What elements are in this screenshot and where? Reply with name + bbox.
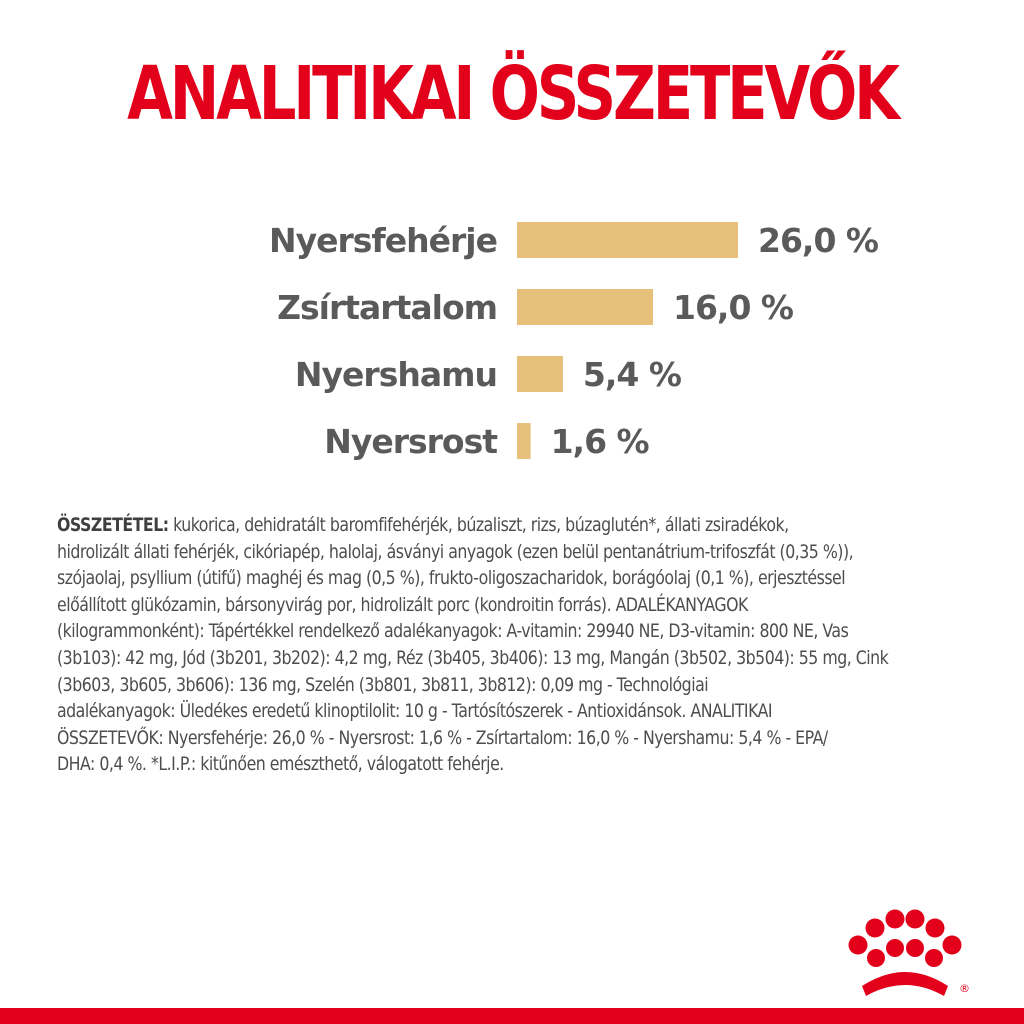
bottom-brand-bar <box>0 1008 1024 1024</box>
composition-line: előállított glükózamin, bársonyvirág por, hidrolizált porc (kondroitin forrás). ADALÉKANYAGOK <box>57 593 748 616</box>
composition-line: adalékanyagok: Üledékes eredetű klinoptilolit: 10 g - Tartósítószerek - Antioxidánsok. ANALITIKAI <box>57 700 773 723</box>
value-label: 26,0 % <box>758 221 878 260</box>
bar <box>517 423 531 459</box>
value-label: 1,6 % <box>550 422 649 461</box>
composition-line: ÖSSZETEVŐK: Nyersfehérje: 26,0 % - Nyersrost: 1,6 % - Zsírtartalom: 16,0 % - Nyershamu: 5,4 % - EPA/ <box>57 726 828 749</box>
bar <box>517 356 563 392</box>
bar <box>517 222 738 258</box>
category-label: Zsírtartalom <box>277 288 497 327</box>
value-label: 5,4 % <box>582 355 681 394</box>
composition-label: ÖSSZETÉTEL: <box>57 514 169 536</box>
crown-icon <box>838 906 968 1006</box>
value-label: 16,0 % <box>673 288 793 327</box>
category-label: Nyershamu <box>294 355 497 394</box>
category-label: Nyersrost <box>324 422 497 461</box>
composition-line: (3b603, 3b605, 3b606): 136 mg, Szelén (3b801, 3b811, 3b812): 0,09 mg - Technológiai <box>57 673 709 696</box>
composition-line: szójaolaj, psyllium (útifű) maghéj és mag (0,5 %), frukto-oligoszacharidok, borágóolaj (0,1 %), erjesztéssel <box>57 567 846 590</box>
composition-line: (3b103): 42 mg, Jód (3b201, 3b202): 4,2 mg, Réz (3b405, 3b406): 13 mg, Mangán (3b502, 3b504): 55 mg, Cink <box>57 646 889 669</box>
nutrient-bar-chart <box>0 200 1024 490</box>
registered-mark: ® <box>959 982 970 995</box>
bar <box>517 289 653 325</box>
category-label: Nyersfehérje <box>268 221 497 260</box>
composition-line: DHA: 0,4 %. *L.I.P.: kitűnően emészthető, válogatott fehérje. <box>57 753 504 776</box>
composition-line: kukorica, dehidratált baromfifehérjék, búzaliszt, rizs, búzaglutén*, állati zsiradékok, <box>168 514 789 536</box>
composition-line: hidrolizált állati fehérjék, cikóriapép, halolaj, ásványi anyagok (ezen belül pentanátrium-trifoszfát (0,35 %)), <box>57 540 854 563</box>
composition-text <box>57 512 929 778</box>
composition-line: (kilogrammonként): Tápértékkel rendelkező adalékanyagok: A-vitamin: 29940 NE, D3-vitamin: 800 NE, Vas <box>57 620 849 643</box>
page-title: ANALITIKAI ÖSSZETEVŐK <box>127 51 897 137</box>
